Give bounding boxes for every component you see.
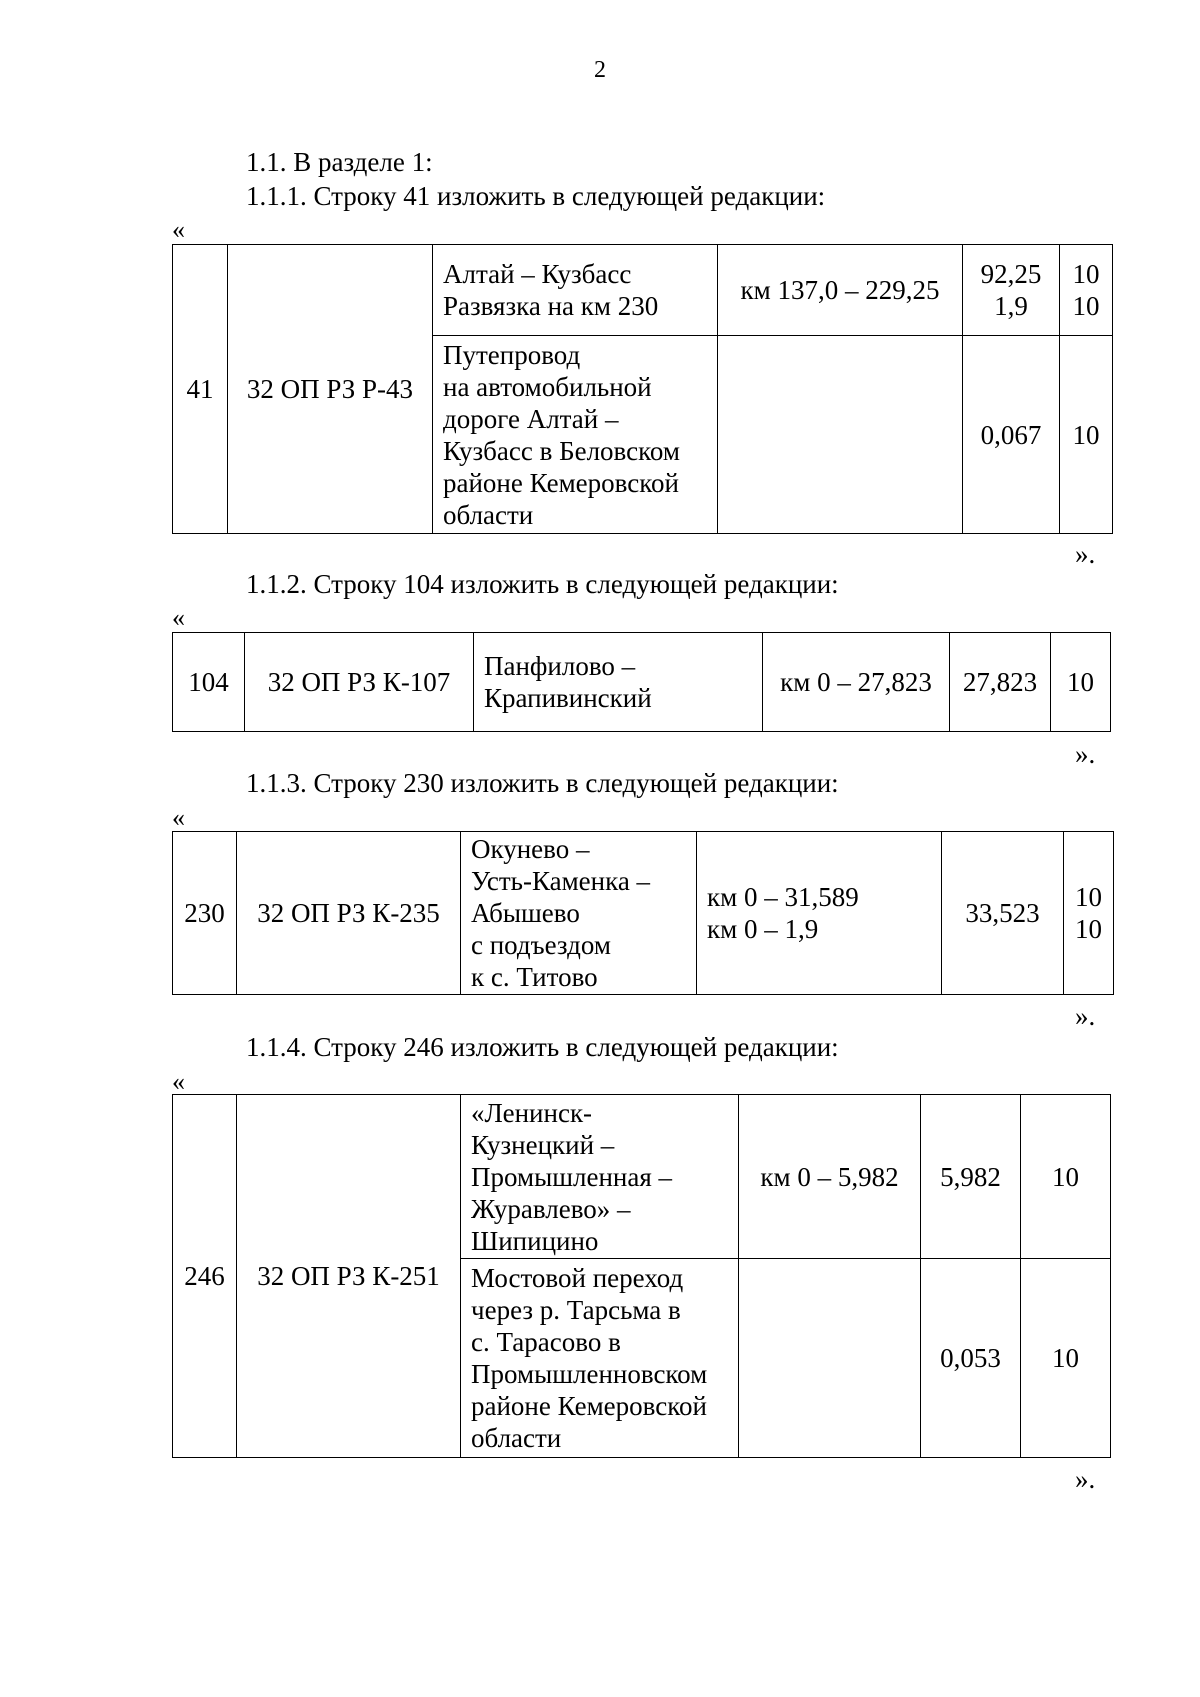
row-number: 246 xyxy=(173,1095,237,1458)
structure-category: 10 xyxy=(1060,336,1113,534)
table-row-230 xyxy=(172,831,1114,995)
structure-length: 0,053 xyxy=(921,1259,1021,1458)
table-row-246 xyxy=(172,1094,1111,1458)
close-quote: ». xyxy=(1075,539,1096,569)
item-heading-104: 1.1.2. Строку 104 изложить в следующей редакции: xyxy=(246,569,839,599)
road-length: 5,982 xyxy=(921,1095,1021,1259)
road-length: 27,823 xyxy=(950,633,1051,732)
open-quote: « xyxy=(172,1067,185,1096)
open-quote: « xyxy=(172,215,185,244)
item-heading-230: 1.1.3. Строку 230 изложить в следующей редакции: xyxy=(246,768,839,798)
table-row-41 xyxy=(172,244,1113,534)
close-quote: ». xyxy=(1075,1464,1096,1494)
km-range: км 0 – 31,589 км 0 – 1,9 xyxy=(697,832,942,995)
road-length: 33,523 xyxy=(942,832,1064,995)
page-number: 2 xyxy=(594,57,606,83)
open-quote: « xyxy=(172,803,185,832)
structure-name: Путепровод на автомобильной дороге Алтай – Кузбасс в Беловском районе Кемеровской области xyxy=(433,336,718,534)
km-range xyxy=(718,336,963,534)
road-code: 32 ОП РЗ Р-43 xyxy=(228,245,433,534)
structure-length: 0,067 xyxy=(963,336,1060,534)
road-code: 32 ОП РЗ К-235 xyxy=(237,832,461,995)
road-code: 32 ОП РЗ К-251 xyxy=(237,1095,461,1458)
km-range: км 0 – 27,823 xyxy=(763,633,950,732)
open-quote: « xyxy=(172,603,185,632)
item-heading-41: 1.1.1. Строку 41 изложить в следующей редакции: xyxy=(246,181,826,211)
road-length: 92,25 1,9 xyxy=(963,245,1060,336)
structure-name: Мостовой переход через р. Тарсьма в с. Тарасово в Промышленновском районе Кемеровской области xyxy=(461,1259,739,1458)
road-name: Алтай – Кузбасс Развязка на км 230 xyxy=(433,245,718,336)
close-quote: ». xyxy=(1075,739,1096,769)
road-category: 10 10 xyxy=(1064,832,1114,995)
section-intro: 1.1. В разделе 1: xyxy=(246,147,433,177)
road-name: Окунево – Усть-Каменка – Абышево с подъездом к с. Титово xyxy=(461,832,697,995)
row-number: 104 xyxy=(173,633,245,732)
close-quote: ». xyxy=(1075,1001,1096,1031)
structure-category: 10 xyxy=(1021,1259,1111,1458)
item-heading-246: 1.1.4. Строку 246 изложить в следующей редакции: xyxy=(246,1032,839,1062)
road-category: 10 10 xyxy=(1060,245,1113,336)
km-range xyxy=(739,1259,921,1458)
road-code: 32 ОП РЗ К-107 xyxy=(245,633,474,732)
table-row-104 xyxy=(172,632,1111,732)
km-range: км 0 – 5,982 xyxy=(739,1095,921,1259)
km-range: км 137,0 – 229,25 xyxy=(718,245,963,336)
row-number: 230 xyxy=(173,832,237,995)
road-name: «Ленинск- Кузнецкий – Промышленная – Журавлево» – Шипицино xyxy=(461,1095,739,1259)
road-category: 10 xyxy=(1051,633,1111,732)
road-category: 10 xyxy=(1021,1095,1111,1259)
row-number: 41 xyxy=(173,245,228,534)
road-name: Панфилово – Крапивинский xyxy=(474,633,763,732)
